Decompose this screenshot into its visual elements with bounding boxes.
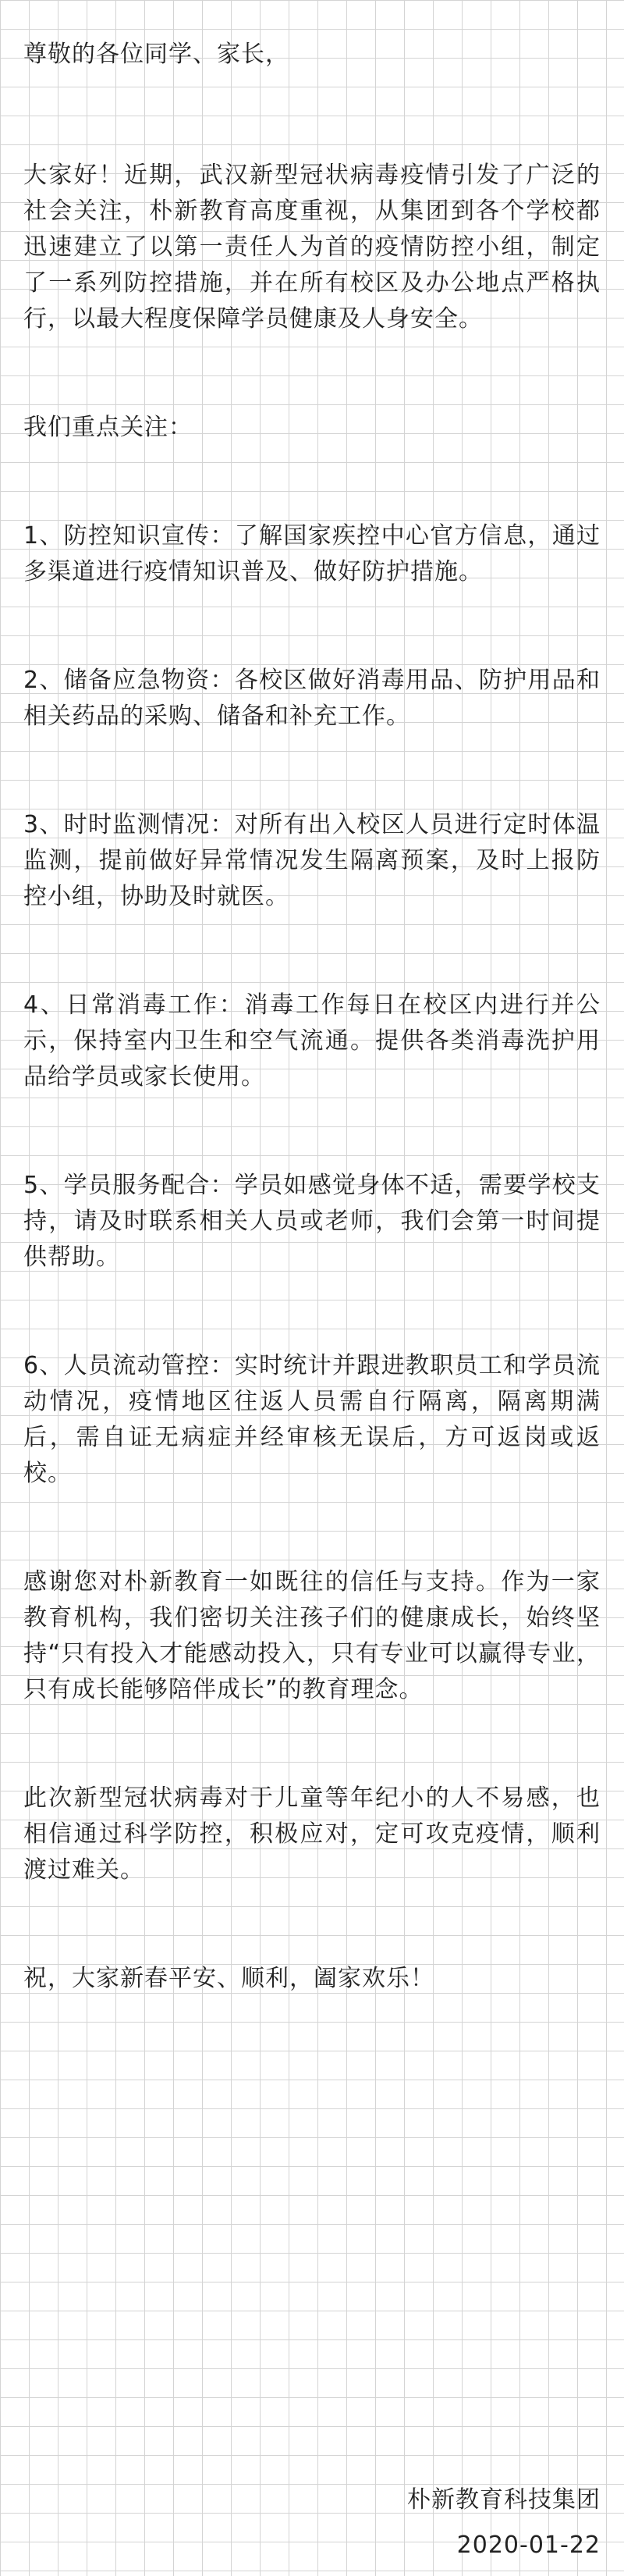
paragraph-confidence: 此次新型冠状病毒对于儿童等年纪小的人不易感，也相信通过科学防控，积极应对，定可攻克疫情，顺利渡过难关。 bbox=[23, 1784, 601, 1884]
paragraph-focus-heading: 我们重点关注： bbox=[23, 414, 193, 441]
signature-date: 2020-01-22 bbox=[456, 2532, 601, 2559]
paragraph-item-1: 1、防控知识宣传：了解国家疾控中心官方信息，通过多渠道进行疫情知识普及、做好防护措施。 bbox=[23, 522, 601, 585]
signature-organization: 朴新教育科技集团 bbox=[407, 2486, 601, 2514]
paragraph-item-4: 4、日常消毒工作：消毒工作每日在校区内进行并公示，保持室内卫生和空气流通。提供各类消毒洗护用品给学员或家长使用。 bbox=[23, 991, 601, 1091]
paragraph-item-6: 6、人员流动管控：实时统计并跟进教职员工和学员流动情况，疫情地区往返人员需自行隔离，隔离期满后，需自证无病症并经审核无误后，方可返岗或返校。 bbox=[23, 1352, 601, 1487]
paragraph-item-5: 5、学员服务配合：学员如感觉身体不适，需要学校支持，请及时联系相关人员或老师，我们会第一时间提供帮助。 bbox=[23, 1172, 601, 1271]
paragraph-thanks: 感谢您对朴新教育一如既往的信任与支持。作为一家教育机构，我们密切关注孩子们的健康成长，始终坚持“只有投入才能感动投入，只有专业可以赢得专业，只有成长能够陪伴成长”的教育理念。 bbox=[23, 1568, 601, 1703]
paragraph-intro: 大家好！近期，武汉新型冠状病毒疫情引发了广泛的社会关注，朴新教育高度重视，从集团到各个学校都迅速建立了以第一责任人为首的疫情防控小组，制定了一系列防控措施，并在所有校区及办公地点严格执行，以最大程度保障学员健康及人身安全。 bbox=[23, 162, 601, 333]
paragraph-item-3: 3、时时监测情况：对所有出入校区人员进行定时体温监测，提前做好异常情况发生隔离预案，及时上报防控小组，协助及时就医。 bbox=[23, 811, 601, 910]
paragraph-wishes: 祝，大家新春平安、顺利，阖家欢乐！ bbox=[23, 1965, 434, 1992]
paragraph-item-2: 2、储备应急物资：各校区做好消毒用品、防护用品和相关药品的采购、储备和补充工作。 bbox=[23, 667, 601, 730]
letter-salutation: 尊敬的各位同学、家长， bbox=[23, 41, 289, 68]
